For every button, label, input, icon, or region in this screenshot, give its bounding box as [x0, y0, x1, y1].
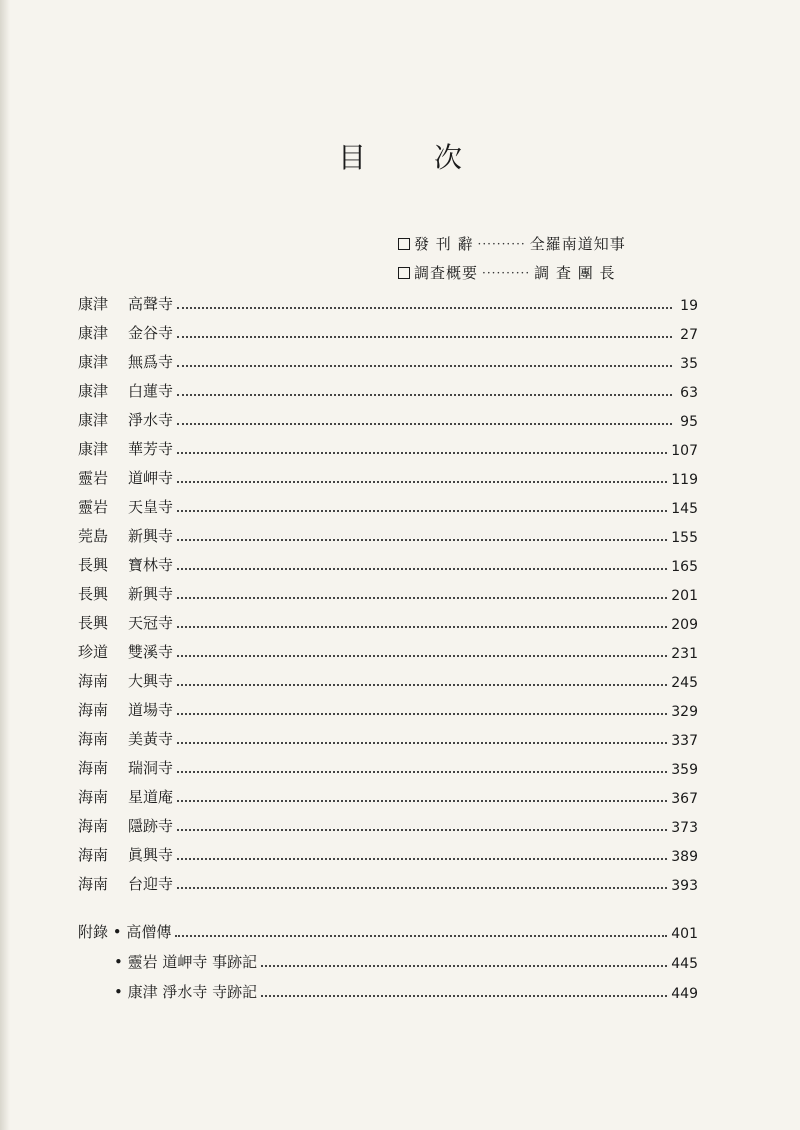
toc-region: 海南 [78, 759, 109, 777]
leader-dots: ·········· [482, 265, 531, 280]
leader-dots [175, 934, 667, 937]
front-matter-author: 全羅南道知事 [529, 235, 626, 253]
toc-region: 康津 [78, 295, 109, 313]
leader-dots [261, 964, 667, 967]
leader-dots [177, 625, 667, 628]
appendix-item[interactable] [78, 920, 698, 942]
toc-temple: 雙溪寺 [128, 643, 174, 661]
toc-entry[interactable] [78, 669, 698, 691]
toc-temple: 眞興寺 [128, 846, 174, 864]
appendix-label: • 靈岩 道岬寺 事跡記 [114, 953, 258, 971]
toc-region: 長興 [78, 556, 109, 574]
toc-region: 海南 [78, 788, 109, 806]
leader-dots [177, 857, 667, 860]
page-number: 359 [671, 762, 698, 778]
page-number: 449 [671, 986, 698, 1002]
toc-entry[interactable] [78, 321, 698, 343]
title-char-1: 目 [337, 141, 366, 174]
leader-dots [177, 741, 667, 744]
toc-entry[interactable] [78, 524, 698, 546]
leader-dots [177, 886, 667, 889]
toc-entry[interactable] [78, 756, 698, 778]
toc-region: 康津 [78, 411, 109, 429]
toc-entry[interactable] [78, 727, 698, 749]
leader-dots [177, 509, 667, 512]
toc-entry[interactable] [78, 640, 698, 662]
front-matter-item[interactable] [398, 262, 615, 283]
toc-region: 康津 [78, 353, 109, 371]
toc-region: 康津 [78, 440, 109, 458]
toc-temple: 天皇寺 [128, 498, 174, 516]
toc-temple: 淨水寺 [128, 411, 174, 429]
page-number: 155 [671, 530, 698, 546]
toc-region: 莞島 [78, 527, 109, 545]
toc-region: 長興 [78, 585, 109, 603]
toc-temple: 隱跡寺 [128, 817, 174, 835]
page-number: 445 [671, 956, 698, 972]
toc-entry[interactable] [78, 379, 698, 401]
toc-entry[interactable] [78, 582, 698, 604]
page-number: 367 [671, 791, 698, 807]
page-number: 107 [671, 443, 698, 459]
toc-region: 海南 [78, 846, 109, 864]
toc-region: 靈岩 [78, 469, 109, 487]
toc-region: 海南 [78, 817, 109, 835]
leader-dots [177, 596, 667, 599]
appendix-item[interactable] [114, 950, 698, 972]
leader-dots [177, 799, 667, 802]
page-number: 119 [671, 472, 698, 488]
leader-dots [177, 422, 672, 425]
leader-dots [177, 335, 672, 338]
toc-region: 海南 [78, 701, 109, 719]
toc-entry[interactable] [78, 350, 698, 372]
front-matter-label: 發 刊 辭 [414, 235, 474, 253]
front-matter-label: 調査概要 [414, 264, 479, 282]
appendix-item[interactable] [114, 980, 698, 1002]
page-number: 165 [671, 559, 698, 575]
leader-dots: ·········· [477, 236, 526, 251]
toc-entry[interactable] [78, 785, 698, 807]
toc-entry[interactable] [78, 698, 698, 720]
toc-entry[interactable] [78, 408, 698, 430]
page-number: 27 [680, 327, 698, 343]
leader-dots [177, 451, 667, 454]
toc-temple: 華芳寺 [128, 440, 174, 458]
toc-temple: 白蓮寺 [128, 382, 174, 400]
toc-temple: 高聲寺 [128, 295, 174, 313]
page-number: 35 [680, 356, 698, 372]
leader-dots [177, 654, 667, 657]
title-char-2: 次 [434, 141, 463, 174]
page-number: 19 [680, 298, 698, 314]
front-matter-item[interactable] [398, 233, 626, 254]
toc-temple: 台迎寺 [128, 875, 174, 893]
toc-region: 靈岩 [78, 498, 109, 516]
page-number: 389 [671, 849, 698, 865]
page-number: 231 [671, 646, 698, 662]
toc-region: 海南 [78, 730, 109, 748]
toc-region: 康津 [78, 382, 109, 400]
toc-temple: 寶林寺 [128, 556, 174, 574]
toc-temple: 星道庵 [128, 788, 174, 806]
toc-region: 海南 [78, 672, 109, 690]
page-number: 337 [671, 733, 698, 749]
toc-entry[interactable] [78, 872, 698, 894]
page-title [0, 136, 800, 176]
toc-region: 海南 [78, 875, 109, 893]
toc-temple: 大興寺 [128, 672, 174, 690]
toc-region: 珍道 [78, 643, 109, 661]
appendix-label: 附錄 • 高僧傳 [78, 923, 172, 941]
front-matter-author: 調 査 團 長 [534, 264, 616, 282]
toc-entry[interactable] [78, 495, 698, 517]
toc-entry[interactable] [78, 843, 698, 865]
leader-dots [177, 393, 672, 396]
page-number: 393 [671, 878, 698, 894]
toc-entry[interactable] [78, 553, 698, 575]
checkbox-square-icon [398, 267, 410, 279]
toc-temple: 天冠寺 [128, 614, 174, 632]
leader-dots [177, 683, 667, 686]
checkbox-square-icon [398, 238, 410, 250]
toc-entry[interactable] [78, 814, 698, 836]
leader-dots [177, 567, 667, 570]
toc-entry[interactable] [78, 292, 698, 314]
page-number: 201 [671, 588, 698, 604]
page-number: 95 [680, 414, 698, 430]
toc-region: 康津 [78, 324, 109, 342]
toc-temple: 瑞洞寺 [128, 759, 174, 777]
leader-dots [177, 828, 667, 831]
leader-dots [177, 538, 667, 541]
leader-dots [177, 770, 667, 773]
toc-temple: 道場寺 [128, 701, 174, 719]
leader-dots [177, 480, 667, 483]
toc-entry[interactable] [78, 437, 698, 459]
page-number: 245 [671, 675, 698, 691]
page-number: 63 [680, 385, 698, 401]
leader-dots [261, 994, 667, 997]
page-number: 209 [671, 617, 698, 633]
toc-entry[interactable] [78, 466, 698, 488]
page-number: 145 [671, 501, 698, 517]
appendix-label: • 康津 淨水寺 寺跡記 [114, 983, 258, 1001]
page-number: 373 [671, 820, 698, 836]
toc-entry[interactable] [78, 611, 698, 633]
toc-region: 長興 [78, 614, 109, 632]
toc-temple: 無爲寺 [128, 353, 174, 371]
leader-dots [177, 306, 672, 309]
toc-temple: 新興寺 [128, 585, 174, 603]
toc-temple: 道岬寺 [128, 469, 174, 487]
page-number: 401 [671, 926, 698, 942]
toc-temple: 美黃寺 [128, 730, 174, 748]
leader-dots [177, 712, 667, 715]
page-number: 329 [671, 704, 698, 720]
toc-temple: 金谷寺 [128, 324, 174, 342]
toc-temple: 新興寺 [128, 527, 174, 545]
leader-dots [177, 364, 672, 367]
